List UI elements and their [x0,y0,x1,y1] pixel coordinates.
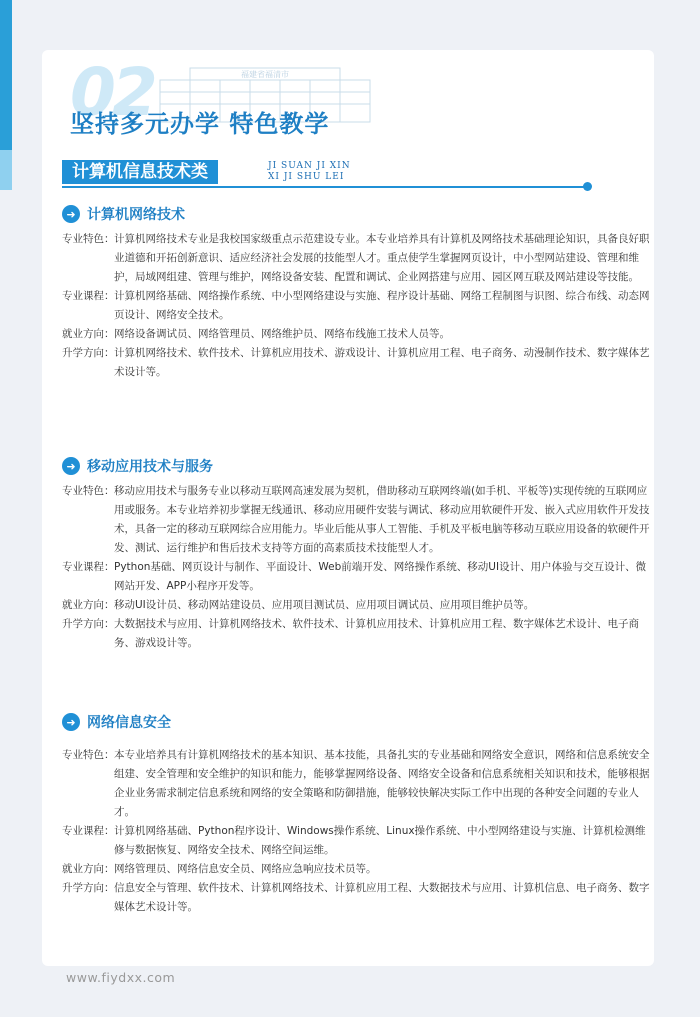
category-pinyin [268,161,351,183]
arrow-right-icon: ➜ [62,713,80,731]
row-text: 计算机网络基础、网络操作系统、中小型网络建设与实施、程序设计基础、网络工程制图与识图、综合布线、动态网页设计、网络安全技术。 [114,290,650,321]
footer-url: www.fiydxx.com [66,970,176,985]
row-label: 专业课程： [62,290,115,302]
row-text: Python基础、网页设计与制作、平面设计、Web前端开发、网络操作系统、移动UI设计、用户体验与交互设计、微网站开发、APP小程序开发等。 [114,561,647,592]
row-text: 移动UI设计员、移动网站建设员、应用项目测试员、应用项目调试员、应用项目维护员等。 [114,599,535,611]
category-banner: 计算机信息技术类 [62,160,218,184]
row-text: 大数据技术与应用、计算机网络技术、软件技术、计算机应用技术、计算机应用工程、数字媒体艺术设计、电子商务、游戏设计等。 [114,618,639,649]
info-row [62,822,652,860]
info-row [62,558,652,596]
row-label: 专业特色： [62,749,115,761]
program-section-network [62,204,652,382]
row-label: 专业课程： [62,825,115,837]
row-text: 计算机网络技术、软件技术、计算机应用技术、游戏设计、计算机应用工程、电子商务、动漫制作技术、数字媒体艺术设计等。 [114,347,650,378]
info-row [62,860,652,879]
section-header [62,712,652,732]
row-text: 信息安全与管理、软件技术、计算机网络技术、计算机应用工程、大数据技术与应用、计算机信息、电子商务、数字媒体艺术设计等。 [114,882,650,913]
program-section-mobile [62,456,652,653]
arrow-right-icon: ➜ [62,205,80,223]
info-row [62,879,652,917]
row-text: 计算机网络技术专业是我校国家级重点示范建设专业。本专业培养具有计算机及网络技术基础理论知识，具备良好职业道德和开拓创新意识、适应经济社会发展的技能型人才。重点使学生掌握网页设计，中小型网站建设、管理和维护，局域网组建、管理与维护，网络设备安装、配置和调试、企业网搭建与应用、园区网互联及网站建设等技能。 [114,233,650,283]
row-text: 本专业培养具有计算机网络技术的基本知识、基本技能，具备扎实的专业基础和网络安全意识，网络和信息系统安全组建、安全管理和安全维护的知识和能力，能够掌握网络设备、网络安全设备和信息系统相关知识和技术，能够根据企业业务需求制定信息系统和网络的安全策略和防御措施，能够较快解决实际工作中出现的各种安全问题的专业人才。 [114,749,650,818]
arrow-right-icon: ➜ [62,457,80,475]
row-label: 升学方向： [62,618,115,630]
row-label: 升学方向： [62,347,115,359]
info-row [62,746,652,822]
row-label: 专业特色： [62,233,115,245]
section-number: 02 [70,54,154,131]
left-accent-bar [0,0,12,150]
info-row [62,596,652,615]
section-title: 移动应用技术与服务 [87,459,213,475]
section-title: 网络信息安全 [87,715,171,731]
row-text: 网络管理员、网络信息安全员、网络应急响应技术员等。 [114,863,377,875]
page-title: 坚持多元办学 特色教学 [70,110,330,138]
info-row [62,344,652,382]
row-label: 专业特色： [62,485,115,497]
info-row [62,325,652,344]
category-pinyin-line2: XI JI SHU LEI [268,172,345,182]
left-accent-bar-light [0,150,12,190]
program-section-security [62,712,652,917]
row-label: 就业方向： [62,863,115,875]
row-text: 计算机网络基础、Python程序设计、Windows操作系统、Linux操作系统、中小型网络建设与实施、计算机检测维修与数据恢复、网络安全技术、网络空间运维。 [114,825,646,856]
category-pinyin-line1: JI SUAN JI XIN [268,161,351,171]
category-divider [62,186,587,188]
row-label: 专业课程： [62,561,115,573]
category-divider-dot [583,182,592,191]
section-header [62,456,652,476]
row-label: 就业方向： [62,328,115,340]
section-title: 计算机网络技术 [87,207,185,223]
info-row [62,287,652,325]
info-row [62,230,652,287]
section-header [62,204,652,224]
row-label: 就业方向： [62,599,115,611]
info-row [62,615,652,653]
building-sign: 福建省福清市 [241,70,289,79]
row-text: 移动应用技术与服务专业以移动互联网高速发展为契机，借助移动互联网终端(如手机、平板等)实现传统的互联网应用或服务。本专业培养初步掌握无线通讯、移动应用硬件安装与调试、移动应用软硬件开发、嵌入式应用软件开发技术，具备一定的移动互联网综合应用能力。毕业后能从事人工智能、手机及平板电脑等移动互联应用设备的软硬件开发、测试、运行维护和售后技术支持等方面的高素质技术技能型人才。 [114,485,650,554]
row-label: 升学方向： [62,882,115,894]
info-row [62,482,652,558]
row-text: 网络设备调试员、网络管理员、网络维护员、网络布线施工技术人员等。 [114,328,450,340]
